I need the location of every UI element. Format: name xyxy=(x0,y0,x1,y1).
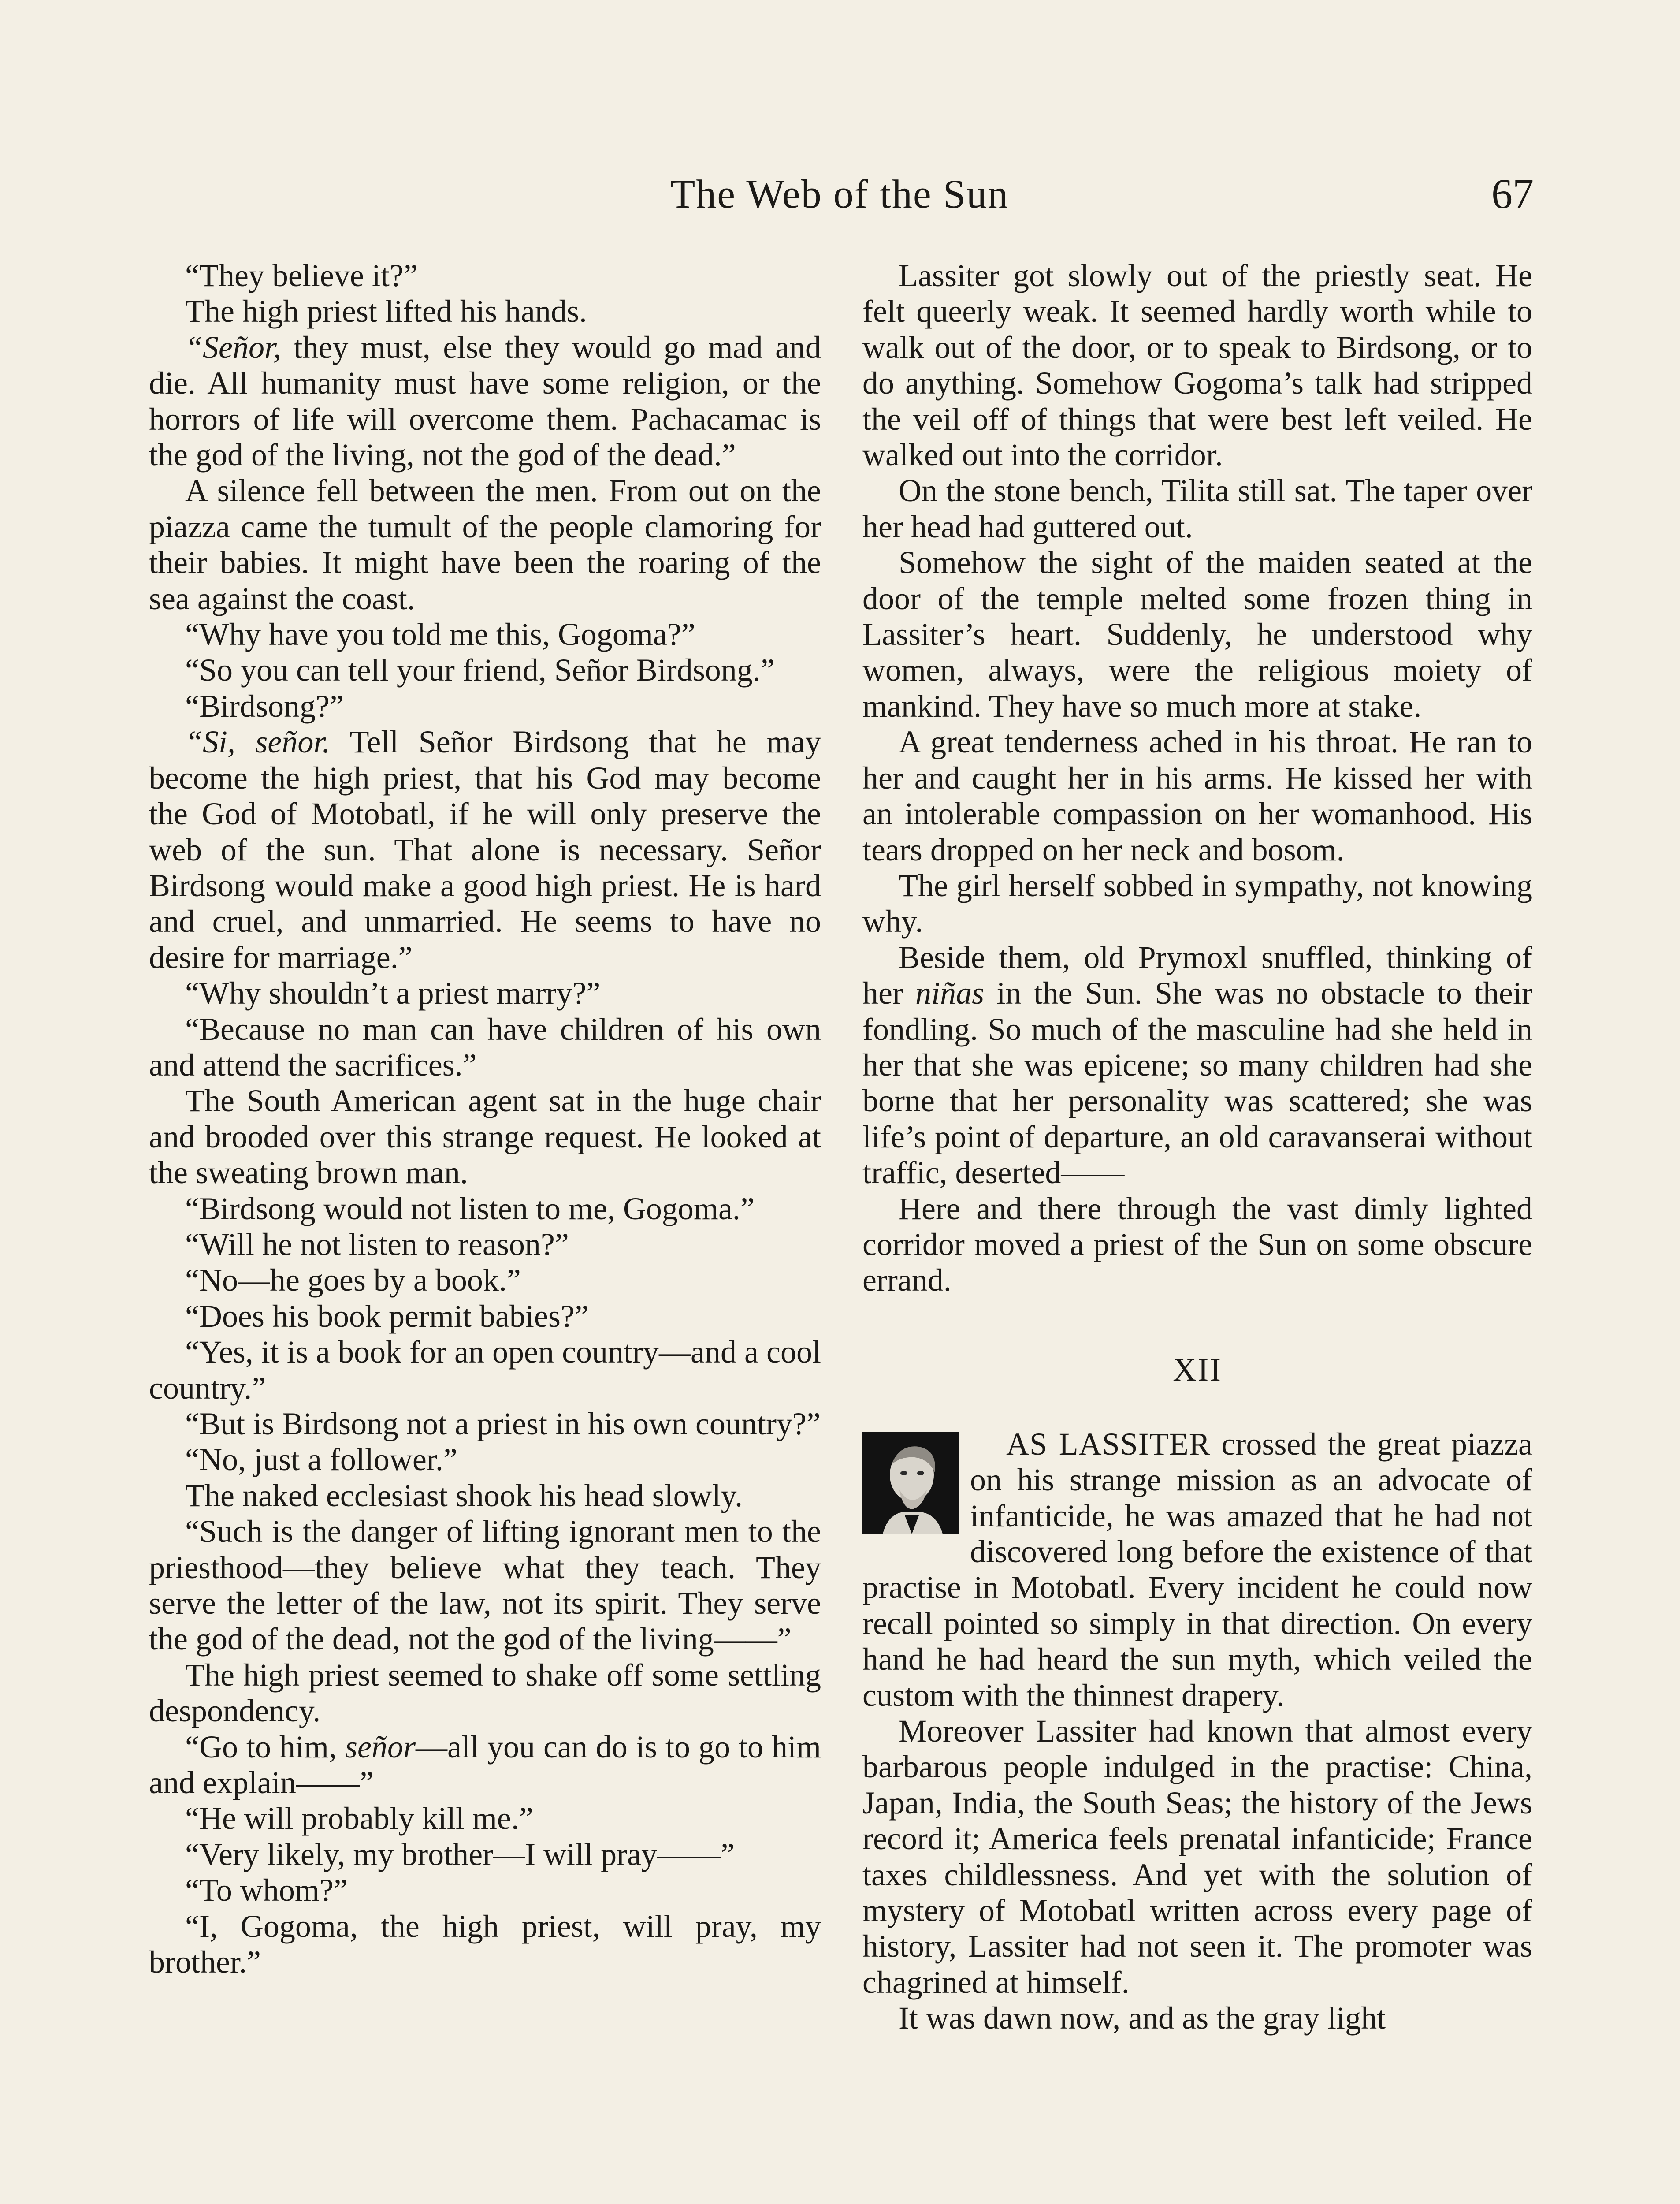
paragraph: “Yes, it is a book for an open country—and a cool country.” xyxy=(149,1334,821,1406)
paragraph: The South American agent sat in the huge chair and brooded over this strange request. He looked at the sweating brown man. xyxy=(149,1083,821,1191)
page-header xyxy=(145,163,1534,234)
paragraph: “Señor, they must, else they would go mad and die. All humanity must have some religion, or the horrors of life will overcome them. Pachacamac is the god of the living, not the god of the dead.” xyxy=(149,329,821,473)
paragraph: “No, just a follower.” xyxy=(185,1442,457,1478)
paragraph: “Birdsong would not listen to me, Gogoma.” xyxy=(185,1191,755,1226)
paragraph: “Si, señor. Tell Señor Birdsong that he may become the high priest, that his God may become the God of Motobatl, if he will only preserve the web of the sun. That alone is necessary. Señor Birdsong would make a good high priest. He is hard and cruel, and unmarried. He seems to have no desire for marriage.” xyxy=(149,724,821,975)
paragraph: A silence fell between the men. From out on the piazza came the tumult of the people clamoring for their babies. It might have been the roaring of the sea against the coast. xyxy=(149,473,821,616)
paragraph: “No—he goes by a book.” xyxy=(185,1262,521,1298)
paragraph: “Birdsong?” xyxy=(185,688,344,724)
paragraph: “Very likely, my brother—I will pray——” xyxy=(185,1836,735,1872)
portrait-drop-cap-icon xyxy=(862,1432,959,1534)
chapter-opening-paragraph: AS LASSITER crossed the great piazza on his strange mission as an advocate of infanticide, he was amazed that he had not discovered long before the existence of that practise in Motobatl. Every incident he could now recall pointed so simply in that direction. On every hand he had heard the sun myth, which veiled the custom with the thinnest drapery. xyxy=(862,1426,1533,1713)
paragraph: “To whom?” xyxy=(185,1873,348,1908)
paragraph: On the stone bench, Tilita still sat. The taper over her head had guttered out. xyxy=(862,473,1532,544)
paragraph: “Why have you told me this, Gogoma?” xyxy=(185,617,695,652)
paragraph: Somehow the sight of the maiden seated at the door of the temple melted some frozen thing in Lassiter’s heart. Suddenly, he understood why women, always, were the religious moiety of mankind. They have so much more at stake. xyxy=(862,545,1532,724)
paragraph: “But is Birdsong not a priest in his own country?” xyxy=(185,1406,821,1441)
paragraph: Moreover Lassiter had known that almost every barbarous people indulged in the practise: China, Japan, India, the South Seas; the history of the Jews record it; America feels prenatal infanticide; France taxes childlessness. And yet with the solution of mystery of Motobatl written across every page of history, Lassiter had not seen it. The promoter was chagrined at himself. xyxy=(862,1713,1532,2000)
paragraph: “Because no man can have children of his own and attend the sacrifices.” xyxy=(149,1011,821,1083)
paragraph: A great tenderness ached in his throat. He ran to her and caught her in his arms. He kissed her with an intolerable compassion on her womanhood. His tears dropped on her neck and bosom. xyxy=(862,724,1532,867)
paragraph: “I, Gogoma, the high priest, will pray, my brother.” xyxy=(149,1908,821,1980)
page-number: 67 xyxy=(1491,170,1534,217)
paragraph: “Will he not listen to reason?” xyxy=(185,1226,569,1262)
paragraph: “He will probably kill me.” xyxy=(185,1801,533,1836)
paragraph: “Why shouldn’t a priest marry?” xyxy=(185,975,601,1011)
right-column xyxy=(862,258,1532,2036)
paragraph: The high priest seemed to shake off some settling despondency. xyxy=(149,1657,821,1729)
paragraph: “Does his book permit babies?” xyxy=(185,1298,589,1334)
paragraph: “So you can tell your friend, Señor Birdsong.” xyxy=(185,652,775,688)
paragraph: The girl herself sobbed in sympathy, not knowing why. xyxy=(862,867,1532,939)
running-title: The Web of the Sun xyxy=(670,171,1009,216)
paragraph: The naked ecclesiast shook his head slowly. xyxy=(185,1478,743,1513)
paragraph: The high priest lifted his hands. xyxy=(185,294,587,329)
paragraph: “Such is the danger of lifting ignorant men to the priesthood—they believe what they teach. They serve the letter of the law, not its spirit. They serve the god of the dead, not the god of the living——” xyxy=(149,1514,821,1657)
paragraph: It was dawn now, and as the gray light xyxy=(899,2000,1386,2036)
paragraph: “Go to him, señor—all you can do is to go to him and explain——” xyxy=(149,1729,821,1801)
paragraph: Lassiter got slowly out of the priestly seat. He felt queerly weak. It seemed hardly worth while to walk out of the door, or to speak to Birdsong, or to do anything. Somehow Gogoma’s talk had stripped the veil off of things that were best left veiled. He walked out into the corridor. xyxy=(862,258,1532,473)
paragraph: Here and there through the vast dimly lighted corridor moved a priest of the Sun on some obscure errand. xyxy=(862,1191,1532,1298)
chapter-heading: XII xyxy=(1173,1351,1222,1388)
left-column xyxy=(149,258,821,1981)
paragraph: “They believe it?” xyxy=(185,258,418,293)
paragraph: Beside them, old Prymoxl snuffled, thinking of her niñas in the Sun. She was no obstacle to their fondling. So much of the masculine had she held in her that she was epicene; so many children had she borne that her personality was scattered; she was life’s point of departure, an old caravanserai without traffic, deserted—— xyxy=(862,939,1532,1191)
